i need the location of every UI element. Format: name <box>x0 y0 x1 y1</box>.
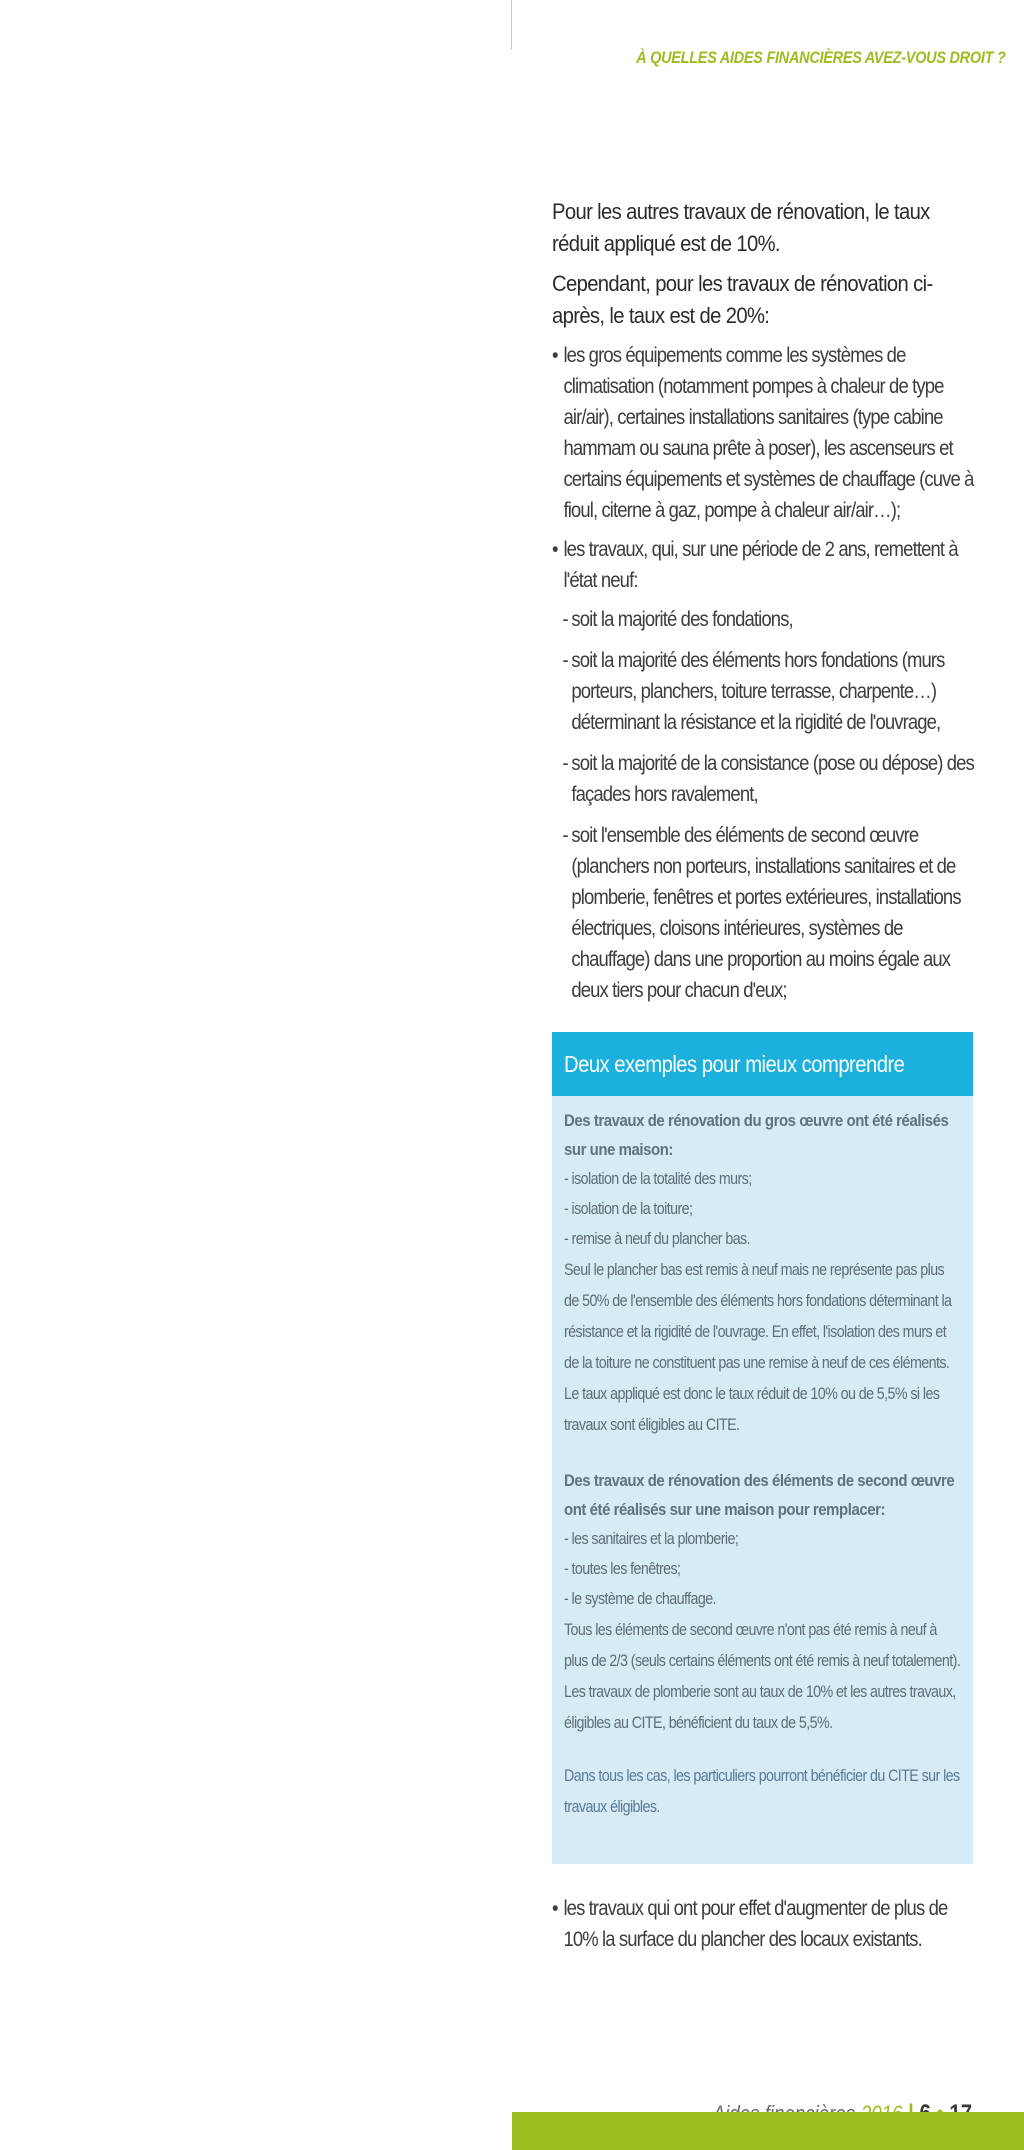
example-2-item: - les sanitaires et la plomberie; <box>564 1529 739 1548</box>
bullet-item-renovation-label: les travaux, qui, sur une période de 2 ans, remettent à l'état neuf: <box>563 538 958 592</box>
top-divider-line <box>511 0 512 50</box>
bullet-item-equipment: • les gros équipements comme les systèmes de climatisation (notamment pompes à chaleur de type air/air), certaines installations sanitaires (type cabine hammam ou sauna prête à poser), les ascenseurs et certains équipements et systèmes de chauffage (cuve à fioul, citerne à gaz, pompe à chaleur air/air…); <box>552 340 981 526</box>
bullet-list <box>552 340 974 596</box>
intro-paragraph-2: Cependant, pour les travaux de rénovation ci-après, le taux est de 20%: <box>552 271 933 328</box>
intro-paragraph-1: Pour les autres travaux de rénovation, le taux réduit appliqué est de 10%. <box>552 199 930 256</box>
dash-item-structural: - soit la majorité des éléments hors fondations (murs porteurs, planchers, toiture terrasse, charpente…) déterminant la résistance et la rigidité de l'ouvrage, <box>552 645 981 738</box>
main-content <box>552 196 974 1016</box>
example-2-item: - toutes les fenêtres; <box>564 1559 681 1578</box>
example-1-item: - remise à neuf du plancher bas. <box>564 1229 750 1248</box>
example-1 <box>564 1106 961 1440</box>
example-1-item: - isolation de la toiture; <box>564 1199 693 1218</box>
bullet-item-surface: • les travaux qui ont pour effet d'augmenter de plus de 10% la surface du plancher des locaux existants. <box>552 1893 981 1955</box>
final-bullet-section <box>552 1893 974 1963</box>
examples-box-heading-text: Deux exemples pour mieux comprendre <box>564 1051 905 1077</box>
dash-item-facades: - soit la majorité de la consistance (pose ou dépose) des façades hors ravalement, <box>552 748 981 810</box>
page-header-title: À QUELLES AIDES FINANCIÈRES AVEZ-VOUS DROIT ? <box>636 48 1006 67</box>
dash-item-second-work: - soit l'ensemble des éléments de second œuvre (planchers non porteurs, installations sanitaires et de plomberie, fenêtres et portes extérieures, installations électriques, cloisons intérieures, systèmes de chauffage) dans une proportion au moins égale aux deux tiers pour chacun d'eux; <box>552 820 981 1006</box>
example-1-title: Des travaux de rénovation du gros œuvre ont été réalisés sur une maison: <box>564 1111 949 1159</box>
examples-box-heading <box>552 1032 973 1096</box>
bullet-item-renovation <box>552 534 981 596</box>
example-2-title: Des travaux de rénovation des éléments de second œuvre ont été réalisés sur une maison pour remplacer: <box>564 1471 955 1519</box>
examples-conclusion: Dans tous les cas, les particuliers pourront bénéficier du CITE sur les travaux éligibles. <box>564 1766 960 1816</box>
example-2-item: - le système de chauffage. <box>564 1589 716 1608</box>
footer-accent-bar <box>512 2112 1024 2150</box>
example-2-text: Tous les éléments de second œuvre n'ont pas été remis à neuf à plus de 2/3 (seuls certains éléments ont été remis à neuf totalement). Les travaux de plomberie sont au taux de 10% et les autres travaux, éligibles au CITE, bénéficient du taux de 5,5%. <box>564 1620 961 1732</box>
example-1-item: - isolation de la totalité des murs; <box>564 1169 752 1188</box>
dash-item-foundations: - soit la majorité des fondations, <box>552 604 981 635</box>
sub-dash-list <box>552 604 974 1006</box>
examples-box-body <box>552 1096 973 1822</box>
final-bullet-list <box>552 1893 974 1955</box>
example-2 <box>564 1466 961 1738</box>
example-1-text: Seul le plancher bas est remis à neuf mais ne représente pas plus de 50% de l'ensemble des éléments hors fondations déterminant la résistance et la rigidité de l'ouvrage. En effet, l'isolation des murs et de la toiture ne constituent pas une remise à neuf de ces éléments. Le taux appliqué est donc le taux réduit de 10% ou de 5,5% si les travaux sont éligibles au CITE. <box>564 1260 952 1434</box>
examples-box <box>552 1032 973 1864</box>
